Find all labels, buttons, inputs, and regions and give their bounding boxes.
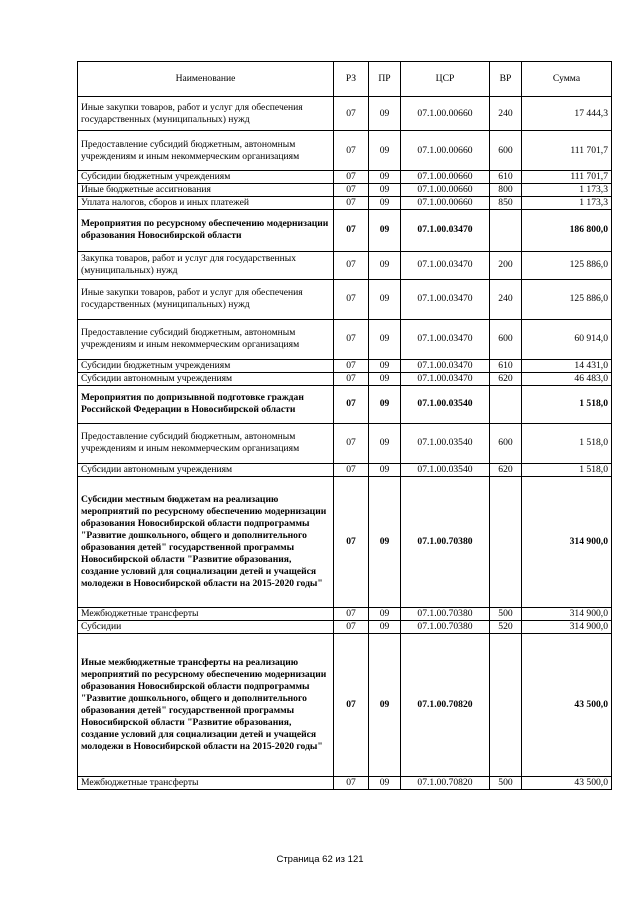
table-row xyxy=(78,279,612,319)
cell-pr: 09 xyxy=(369,97,401,131)
cell-name: Предоставление субсидий бюджетным, автономным учреждениям и иным некоммерческим организациям xyxy=(78,131,334,171)
cell-pr: 09 xyxy=(369,183,401,196)
cell-rz: 07 xyxy=(334,385,369,423)
cell-name: Межбюджетные трансферты xyxy=(78,607,334,620)
cell-rz: 07 xyxy=(334,776,369,789)
cell-vr: 520 xyxy=(490,620,522,633)
table-header-row xyxy=(78,62,612,97)
table-row xyxy=(78,359,612,372)
table-body xyxy=(78,97,612,790)
cell-pr: 09 xyxy=(369,476,401,607)
cell-name: Межбюджетные трансферты xyxy=(78,776,334,789)
cell-sum: 1 173,3 xyxy=(522,196,612,209)
cell-rz: 07 xyxy=(334,359,369,372)
cell-sum: 17 444,3 xyxy=(522,97,612,131)
cell-vr xyxy=(490,476,522,607)
cell-csr: 07.1.00.00660 xyxy=(401,196,490,209)
cell-name: Субсидии автономным учреждениям xyxy=(78,463,334,476)
cell-pr: 09 xyxy=(369,385,401,423)
column-header-sum: Сумма xyxy=(522,62,612,97)
cell-sum: 111 701,7 xyxy=(522,131,612,171)
column-header-rz: РЗ xyxy=(334,62,369,97)
table-row xyxy=(78,196,612,209)
cell-csr: 07.1.00.70380 xyxy=(401,620,490,633)
cell-csr: 07.1.00.03470 xyxy=(401,279,490,319)
cell-pr: 09 xyxy=(369,171,401,184)
cell-pr: 09 xyxy=(369,776,401,789)
page-number: Страница 62 из 121 xyxy=(276,854,364,865)
cell-name: Иные бюджетные ассигнования xyxy=(78,183,334,196)
table-row xyxy=(78,607,612,620)
table-row xyxy=(78,372,612,385)
cell-name: Субсидии бюджетным учреждениям xyxy=(78,359,334,372)
cell-sum: 43 500,0 xyxy=(522,776,612,789)
table-row xyxy=(78,171,612,184)
cell-rz: 07 xyxy=(334,423,369,463)
cell-vr: 800 xyxy=(490,183,522,196)
cell-sum: 1 173,3 xyxy=(522,183,612,196)
cell-name: Субсидии xyxy=(78,620,334,633)
table-row xyxy=(78,97,612,131)
cell-name: Субсидии бюджетным учреждениям xyxy=(78,171,334,184)
table-row xyxy=(78,183,612,196)
cell-name: Мероприятия по ресурсному обеспечению модернизации образования Новосибирской области xyxy=(78,209,334,251)
cell-sum: 43 500,0 xyxy=(522,633,612,776)
cell-name: Субсидии местным бюджетам на реализацию мероприятий по ресурсному обеспечению модернизации образования Новосибирской области подпрограммы "Развитие дошкольного, общего и дополнительного образования детей" государственной программы Новосибирской области "Развитие образования, создание условий для социализации детей и учащейся молодежи в Новосибирской области на 2015-2020 годы" xyxy=(78,476,334,607)
cell-pr: 09 xyxy=(369,319,401,359)
cell-csr: 07.1.00.00660 xyxy=(401,97,490,131)
cell-pr: 09 xyxy=(369,131,401,171)
cell-csr: 07.1.00.03470 xyxy=(401,372,490,385)
column-header-name: Наименование xyxy=(78,62,334,97)
cell-rz: 07 xyxy=(334,279,369,319)
cell-vr: 240 xyxy=(490,97,522,131)
cell-csr: 07.1.00.00660 xyxy=(401,183,490,196)
table-row xyxy=(78,319,612,359)
cell-name: Субсидии автономным учреждениям xyxy=(78,372,334,385)
cell-rz: 07 xyxy=(334,97,369,131)
cell-rz: 07 xyxy=(334,171,369,184)
cell-rz: 07 xyxy=(334,372,369,385)
cell-pr: 09 xyxy=(369,209,401,251)
cell-rz: 07 xyxy=(334,183,369,196)
cell-pr: 09 xyxy=(369,607,401,620)
cell-vr: 200 xyxy=(490,251,522,279)
table-row xyxy=(78,209,612,251)
cell-rz: 07 xyxy=(334,251,369,279)
cell-csr: 07.1.00.70380 xyxy=(401,607,490,620)
cell-vr xyxy=(490,633,522,776)
cell-sum: 125 886,0 xyxy=(522,251,612,279)
cell-rz: 07 xyxy=(334,131,369,171)
table-row xyxy=(78,463,612,476)
cell-rz: 07 xyxy=(334,209,369,251)
table-row xyxy=(78,251,612,279)
table-row xyxy=(78,633,612,776)
table-row xyxy=(78,423,612,463)
cell-sum: 314 900,0 xyxy=(522,476,612,607)
cell-vr: 610 xyxy=(490,359,522,372)
cell-rz: 07 xyxy=(334,633,369,776)
table-row xyxy=(78,131,612,171)
cell-sum: 111 701,7 xyxy=(522,171,612,184)
cell-vr: 600 xyxy=(490,319,522,359)
table-row xyxy=(78,776,612,789)
column-header-csr: ЦСР xyxy=(401,62,490,97)
column-header-pr: ПР xyxy=(369,62,401,97)
cell-csr: 07.1.00.03470 xyxy=(401,251,490,279)
cell-csr: 07.1.00.03470 xyxy=(401,319,490,359)
cell-vr xyxy=(490,209,522,251)
cell-vr xyxy=(490,385,522,423)
cell-pr: 09 xyxy=(369,463,401,476)
cell-name: Иные закупки товаров, работ и услуг для обеспечения государственных (муниципальных) нужд xyxy=(78,97,334,131)
table-row xyxy=(78,385,612,423)
cell-sum: 46 483,0 xyxy=(522,372,612,385)
table-row xyxy=(78,476,612,607)
cell-vr: 600 xyxy=(490,131,522,171)
cell-vr: 240 xyxy=(490,279,522,319)
cell-pr: 09 xyxy=(369,372,401,385)
column-header-vr: ВР xyxy=(490,62,522,97)
cell-sum: 125 886,0 xyxy=(522,279,612,319)
cell-vr: 500 xyxy=(490,776,522,789)
cell-sum: 314 900,0 xyxy=(522,607,612,620)
cell-pr: 09 xyxy=(369,251,401,279)
cell-rz: 07 xyxy=(334,196,369,209)
budget-table xyxy=(77,61,612,790)
cell-name: Мероприятия по допризывной подготовке граждан Российской Федерации в Новосибирской области xyxy=(78,385,334,423)
cell-pr: 09 xyxy=(369,620,401,633)
cell-pr: 09 xyxy=(369,423,401,463)
cell-name: Предоставление субсидий бюджетным, автономным учреждениям и иным некоммерческим организациям xyxy=(78,423,334,463)
cell-csr: 07.1.00.70380 xyxy=(401,476,490,607)
cell-csr: 07.1.00.03540 xyxy=(401,385,490,423)
cell-name: Закупка товаров, работ и услуг для государственных (муниципальных) нужд xyxy=(78,251,334,279)
cell-csr: 07.1.00.00660 xyxy=(401,171,490,184)
cell-name: Предоставление субсидий бюджетным, автономным учреждениям и иным некоммерческим организациям xyxy=(78,319,334,359)
cell-vr: 610 xyxy=(490,171,522,184)
cell-csr: 07.1.00.70820 xyxy=(401,633,490,776)
cell-pr: 09 xyxy=(369,279,401,319)
cell-sum: 1 518,0 xyxy=(522,423,612,463)
cell-name: Иные закупки товаров, работ и услуг для обеспечения государственных (муниципальных) нужд xyxy=(78,279,334,319)
cell-name: Иные межбюджетные трансферты на реализацию мероприятий по ресурсному обеспечению модернизации образования Новосибирской области подпрограммы "Развитие дошкольного, общего и дополнительного образования детей" государственной программы Новосибирской области "Развитие образования, создание условий для социализации детей и учащейся молодежи в Новосибирской области на 2015-2020 годы" xyxy=(78,633,334,776)
cell-sum: 60 914,0 xyxy=(522,319,612,359)
cell-csr: 07.1.00.03470 xyxy=(401,209,490,251)
cell-rz: 07 xyxy=(334,620,369,633)
cell-rz: 07 xyxy=(334,319,369,359)
cell-csr: 07.1.00.00660 xyxy=(401,131,490,171)
cell-csr: 07.1.00.03540 xyxy=(401,423,490,463)
cell-csr: 07.1.00.70820 xyxy=(401,776,490,789)
cell-rz: 07 xyxy=(334,463,369,476)
cell-vr: 620 xyxy=(490,372,522,385)
cell-sum: 14 431,0 xyxy=(522,359,612,372)
cell-sum: 314 900,0 xyxy=(522,620,612,633)
cell-sum: 186 800,0 xyxy=(522,209,612,251)
cell-csr: 07.1.00.03540 xyxy=(401,463,490,476)
cell-vr: 620 xyxy=(490,463,522,476)
cell-rz: 07 xyxy=(334,476,369,607)
cell-sum: 1 518,0 xyxy=(522,385,612,423)
cell-rz: 07 xyxy=(334,607,369,620)
cell-sum: 1 518,0 xyxy=(522,463,612,476)
cell-pr: 09 xyxy=(369,633,401,776)
cell-pr: 09 xyxy=(369,196,401,209)
table-row xyxy=(78,620,612,633)
cell-vr: 850 xyxy=(490,196,522,209)
cell-name: Уплата налогов, сборов и иных платежей xyxy=(78,196,334,209)
cell-vr: 500 xyxy=(490,607,522,620)
cell-vr: 600 xyxy=(490,423,522,463)
cell-csr: 07.1.00.03470 xyxy=(401,359,490,372)
cell-pr: 09 xyxy=(369,359,401,372)
